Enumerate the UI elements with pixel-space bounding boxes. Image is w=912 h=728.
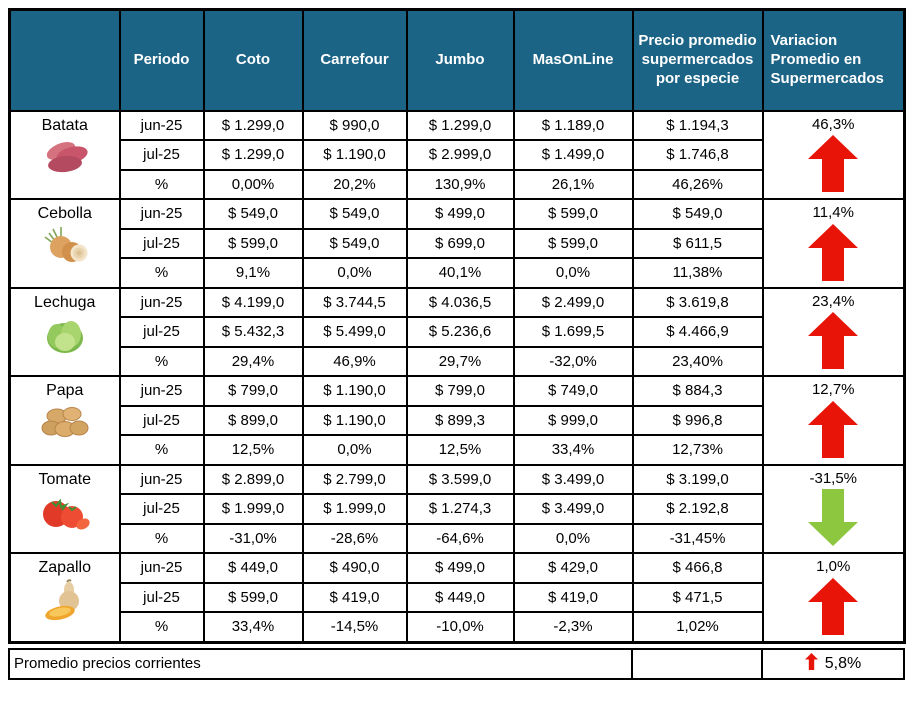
- table-body: [10, 111, 905, 643]
- up-arrow-icon: [808, 135, 858, 197]
- period-label: jul-25: [120, 494, 204, 524]
- lechuga-icon: [12, 314, 118, 361]
- period-label: jun-25: [120, 288, 204, 318]
- price-cell: $ 996,8: [633, 406, 763, 436]
- product-name: Cebolla: [37, 205, 92, 222]
- price-cell: $ 549,0: [303, 199, 407, 229]
- price-cell: $ 4.199,0: [204, 288, 303, 318]
- price-cell: 11,38%: [633, 258, 763, 288]
- product-cell: [10, 553, 120, 642]
- product-name: Lechuga: [34, 293, 96, 311]
- price-cell: $ 1.999,0: [303, 494, 407, 524]
- period-label: jul-25: [120, 317, 204, 347]
- footer-table: [8, 648, 905, 680]
- price-cell: 9,1%: [204, 258, 303, 288]
- price-cell: $ 749,0: [514, 376, 633, 406]
- price-cell: $ 1.499,0: [514, 140, 633, 170]
- price-cell: $ 2.899,0: [204, 465, 303, 495]
- price-cell: -2,3%: [514, 612, 633, 642]
- price-cell: $ 471,5: [633, 583, 763, 613]
- period-label: %: [120, 258, 204, 288]
- period-label: jun-25: [120, 465, 204, 495]
- variation-value: 46,3%: [811, 115, 855, 133]
- price-cell: $ 4.466,9: [633, 317, 763, 347]
- price-cell: $ 419,0: [514, 583, 633, 613]
- table-row: [10, 376, 905, 406]
- price-cell: 23,40%: [633, 347, 763, 377]
- price-cell: $ 799,0: [204, 376, 303, 406]
- tomate-icon: [12, 491, 118, 538]
- period-label: jul-25: [120, 140, 204, 170]
- product-cell: [10, 111, 120, 200]
- footer-variation-cell: [762, 649, 904, 679]
- price-cell: 40,1%: [407, 258, 514, 288]
- price-cell: $ 1.299,0: [204, 111, 303, 141]
- variation-value: 11,4%: [812, 204, 854, 221]
- footer-variation-value: 5,8%: [824, 654, 862, 672]
- variation-value: 23,4%: [811, 292, 855, 310]
- footer-row: [9, 649, 904, 679]
- price-cell: $ 549,0: [303, 229, 407, 259]
- price-cell: $ 466,8: [633, 553, 763, 583]
- up-arrow-icon: [808, 224, 858, 286]
- product-name: Zapallo: [38, 559, 91, 576]
- variation-value: 1,0%: [816, 558, 851, 575]
- footer-label: Promedio precios corrientes: [9, 649, 632, 679]
- price-cell: $ 2.499,0: [514, 288, 633, 318]
- up-arrow-icon: [808, 312, 858, 374]
- up-arrow-icon: [808, 401, 858, 463]
- price-cell: $ 449,0: [204, 553, 303, 583]
- price-cell: $ 1.746,8: [633, 140, 763, 170]
- price-cell: $ 1.999,0: [204, 494, 303, 524]
- price-cell: $ 1.190,0: [303, 406, 407, 436]
- price-cell: 130,9%: [407, 170, 514, 200]
- price-cell: $ 490,0: [303, 553, 407, 583]
- variation-cell: [763, 553, 905, 642]
- cebolla-icon: [12, 225, 118, 274]
- price-cell: 46,9%: [303, 347, 407, 377]
- product-cell: [10, 465, 120, 554]
- price-cell: 0,00%: [204, 170, 303, 200]
- period-label: jul-25: [120, 406, 204, 436]
- price-cell: $ 599,0: [514, 229, 633, 259]
- price-cell: $ 884,3: [633, 376, 763, 406]
- price-cell: 0,0%: [514, 524, 633, 554]
- header-blank: [10, 10, 120, 111]
- table-header: [10, 10, 905, 111]
- price-cell: 46,26%: [633, 170, 763, 200]
- header-row: [10, 10, 905, 111]
- footer-empty-cell: [632, 649, 762, 679]
- price-cell: -14,5%: [303, 612, 407, 642]
- price-cell: $ 1.299,0: [204, 140, 303, 170]
- price-cell: 12,5%: [407, 435, 514, 465]
- table-row: [10, 111, 905, 141]
- up-arrow-icon: [808, 578, 858, 640]
- period-label: %: [120, 524, 204, 554]
- price-cell: $ 419,0: [303, 583, 407, 613]
- price-cell: $ 499,0: [407, 553, 514, 583]
- header-variacion: Variacion Promedio en Supermercados: [763, 10, 905, 111]
- price-cell: $ 3.499,0: [514, 465, 633, 495]
- product-cell: [10, 288, 120, 377]
- period-label: jul-25: [120, 583, 204, 613]
- price-cell: $ 5.432,3: [204, 317, 303, 347]
- price-cell: 0,0%: [303, 258, 407, 288]
- price-cell: $ 1.189,0: [514, 111, 633, 141]
- period-label: jun-25: [120, 199, 204, 229]
- price-cell: $ 499,0: [407, 199, 514, 229]
- price-cell: $ 799,0: [407, 376, 514, 406]
- variation-cell: [763, 288, 905, 377]
- price-cell: $ 2.999,0: [407, 140, 514, 170]
- price-cell: $ 449,0: [407, 583, 514, 613]
- price-cell: $ 3.744,5: [303, 288, 407, 318]
- price-cell: $ 549,0: [633, 199, 763, 229]
- price-cell: $ 1.194,3: [633, 111, 763, 141]
- table-row: [10, 288, 905, 318]
- price-cell: $ 990,0: [303, 111, 407, 141]
- period-label: %: [120, 170, 204, 200]
- price-cell: 29,4%: [204, 347, 303, 377]
- price-cell: $ 899,3: [407, 406, 514, 436]
- price-cell: 12,73%: [633, 435, 763, 465]
- period-label: %: [120, 347, 204, 377]
- price-cell: -10,0%: [407, 612, 514, 642]
- price-cell: 33,4%: [204, 612, 303, 642]
- price-cell: $ 1.699,5: [514, 317, 633, 347]
- price-cell: $ 599,0: [514, 199, 633, 229]
- table-row: [10, 199, 905, 229]
- variation-cell: [763, 111, 905, 200]
- product-name: Papa: [46, 382, 84, 399]
- price-cell: $ 599,0: [204, 583, 303, 613]
- price-cell: $ 1.190,0: [303, 140, 407, 170]
- period-label: jun-25: [120, 111, 204, 141]
- period-label: %: [120, 435, 204, 465]
- table-row: [10, 465, 905, 495]
- price-cell: $ 999,0: [514, 406, 633, 436]
- price-cell: $ 3.619,8: [633, 288, 763, 318]
- price-cell: $ 429,0: [514, 553, 633, 583]
- batata-icon: [12, 137, 118, 182]
- price-cell: 0,0%: [514, 258, 633, 288]
- price-cell: $ 899,0: [204, 406, 303, 436]
- price-cell: $ 599,0: [204, 229, 303, 259]
- price-cell: 0,0%: [303, 435, 407, 465]
- header-carrefour: Carrefour: [303, 10, 407, 111]
- price-cell: $ 3.199,0: [633, 465, 763, 495]
- variation-value: 12,7%: [811, 381, 855, 398]
- header-periodo: Periodo: [120, 10, 204, 111]
- product-name: Batata: [41, 116, 88, 134]
- header-coto: Coto: [204, 10, 303, 111]
- variation-cell: [763, 376, 905, 465]
- price-cell: $ 2.192,8: [633, 494, 763, 524]
- price-cell: -64,6%: [407, 524, 514, 554]
- price-cell: -32,0%: [514, 347, 633, 377]
- header-precio-promedio: Precio promedio supermercados por especie: [633, 10, 763, 111]
- variation-cell: [763, 465, 905, 554]
- variation-cell: [763, 199, 905, 288]
- price-cell: $ 1.274,3: [407, 494, 514, 524]
- header-masonline: MasOnLine: [514, 10, 633, 111]
- price-cell: 20,2%: [303, 170, 407, 200]
- papa-icon: [12, 402, 118, 447]
- down-arrow-icon: [808, 489, 858, 551]
- price-table: [8, 8, 906, 644]
- price-cell: -31,0%: [204, 524, 303, 554]
- price-cell: $ 549,0: [204, 199, 303, 229]
- price-cell: $ 5.499,0: [303, 317, 407, 347]
- period-label: %: [120, 612, 204, 642]
- price-cell: $ 3.499,0: [514, 494, 633, 524]
- product-cell: [10, 199, 120, 288]
- price-cell: 29,7%: [407, 347, 514, 377]
- price-cell: $ 1.299,0: [407, 111, 514, 141]
- header-jumbo: Jumbo: [407, 10, 514, 111]
- price-cell: -28,6%: [303, 524, 407, 554]
- period-label: jun-25: [120, 553, 204, 583]
- product-cell: [10, 376, 120, 465]
- price-cell: 1,02%: [633, 612, 763, 642]
- zapallo-icon: [12, 579, 118, 628]
- up-arrow-icon: [805, 653, 818, 675]
- price-cell: $ 5.236,6: [407, 317, 514, 347]
- price-cell: $ 2.799,0: [303, 465, 407, 495]
- price-cell: -31,45%: [633, 524, 763, 554]
- price-cell: 26,1%: [514, 170, 633, 200]
- price-cell: $ 699,0: [407, 229, 514, 259]
- table-row: [10, 553, 905, 583]
- price-cell: $ 611,5: [633, 229, 763, 259]
- price-cell: 33,4%: [514, 435, 633, 465]
- price-cell: 12,5%: [204, 435, 303, 465]
- variation-value: -31,5%: [809, 469, 858, 487]
- price-cell: $ 4.036,5: [407, 288, 514, 318]
- product-name: Tomate: [38, 470, 91, 488]
- price-cell: $ 3.599,0: [407, 465, 514, 495]
- period-label: jul-25: [120, 229, 204, 259]
- period-label: jun-25: [120, 376, 204, 406]
- price-cell: $ 1.190,0: [303, 376, 407, 406]
